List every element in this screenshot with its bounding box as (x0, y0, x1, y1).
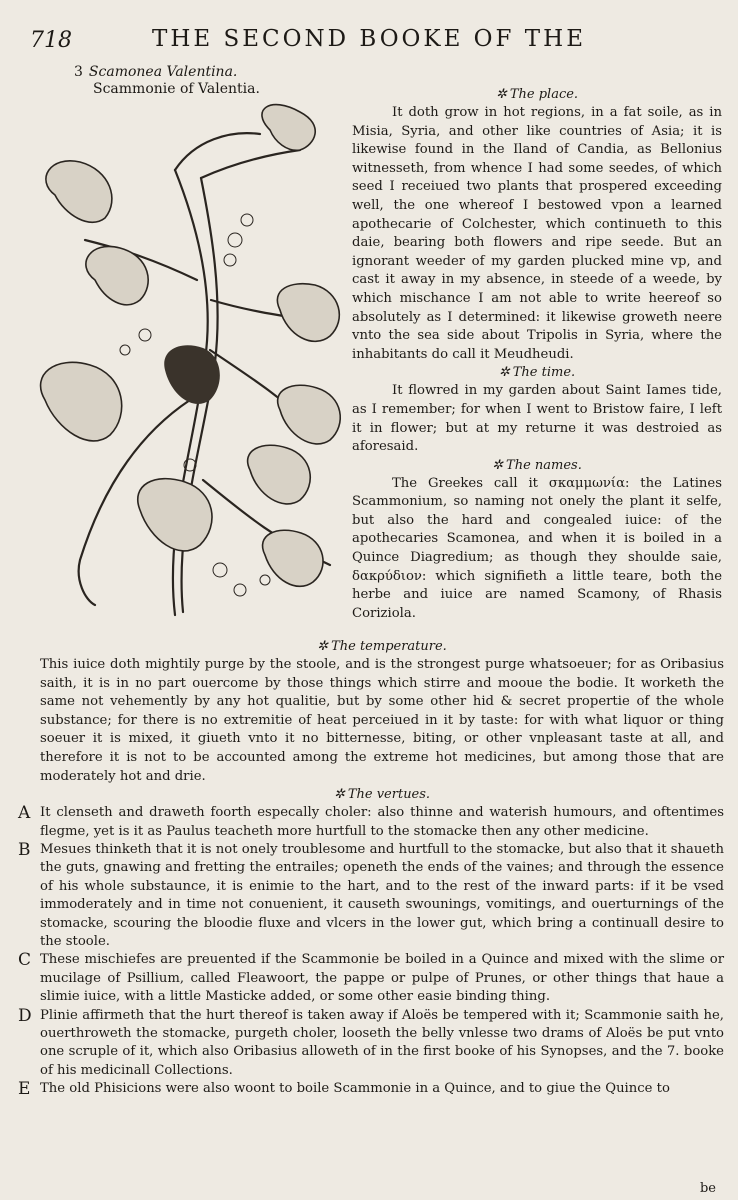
right-column (352, 86, 722, 623)
figure-latin-name: Scamonea Valentina. (88, 64, 238, 80)
vertue-letter: E (18, 1079, 31, 1100)
text-the-names: The Greekes call it σκαμμωνία: the Latines Scammonium, so naming not onely the plant it selfe, but also the hard and congealed iuice: of the apothecaries Scamonea, and when it is boiled in a Quince Diagredium; as though they shoulde saie, δακρύδιον: which signifieth a little teare, both the herbe and iuice are named Scamony, of Rhasis Coriziola. (352, 475, 722, 621)
vertue-item: B Mesues thinketh that it is not onely troublesome and hurtfull to the stomacke, but also that it shaueth the guts, gnawing and fretting the entrailes; openeth the ends of the vaines; and through the essence of his whole substaunce, it is enimie to the hart, and to the rest of the inward parts: if it be vsed immoderately and in time not conuenient, it causeth swounings, vomitings, and ouerturnings of the stomacke, scouring the bloodie fluxe and vlcers in the lower gut, which bring a continuall desire to the stoole. (18, 839, 724, 949)
vertue-item: C These mischiefes are preuented if the Scammonie be boiled in a Quince and mixed with the slime or mucilage of Psillium, called Fleawoort, the pappe or pulpe of Prunes, or other things that haue a slimie iuice, with a little Masticke added, or some other easie binding thing. (18, 950, 724, 1005)
heading-the-time: ✲ The time. (498, 365, 576, 381)
vertue-letter: C (18, 950, 32, 971)
heading-the-names: ✲ The names. (492, 457, 582, 473)
vertue-letter: A (18, 803, 31, 824)
scammonie-woodcut-illustration (25, 100, 360, 620)
fleuron-icon: ✲ (498, 365, 510, 381)
text-the-place: It doth grow in hot regions, in a fat soile, as in Misia, Syria, and other like countries of Asia; it is likewise found in the Iland of Candia, as Bellonius witnesseth, from whence I had some seedes, of which seed I receiued two plants that prospered exceeding well, the one whereof I bestowed vpon a learned apothecarie of Colchester, which continueth to this daie, bearing both flowers and ripe seede. But an ignorant weeder of my garden plucked mine vp, and cast it away in my absence, in steede of a weede, by which mischance I am not able to write heereof so absolutely as I determined: it likewise groweth neere vnto the sea side about Tripolis in Syria, where the inhabitants do call it Meudheudi. (352, 105, 722, 362)
heading-the-temperature: ✲ The temperature. (317, 639, 447, 654)
heading-the-vertues: ✲ The vertues. (333, 787, 431, 803)
text-the-time: It flowred in my garden about Saint Iames tide, as I remember; for when I went to Bristow faire, I left it in flower; but at my returne it was destroied as aforesaid. (352, 383, 722, 455)
vertue-letter: D (18, 1005, 32, 1026)
text-the-temperature: This iuice doth mightily purge by the stoole, and is the strongest purge whatsoeuer; for as Oribasius saith, it is in no part ouercome by those things which stirre and mooue the bodie. It worketh the same not vehemently by any hot qualitie, but by some other hid & secret propertie of the whole substance; for there is no extremitie of heat perceiued in it by taste: for with what liquor or thing soeuer it is mixed, it giueth vnto it no bitternesse, biting, or other vnpleasant taste at all, and therefore it is not to be accounted among the extreme hot medicines, but among those that are moderately hot and drie. (40, 657, 724, 784)
figure-number: 3 (74, 64, 83, 80)
fleuron-icon: ✲ (492, 457, 504, 473)
full-width-text (18, 638, 724, 1100)
fleuron-icon: ✲ (317, 639, 329, 654)
vertue-item: D Plinie affirmeth that the hurt thereof is taken away if Aloës be tempered with it; Scammonie saith he, ouerthroweth the stomacke, purgeth choler, looseth the belly vnlesse two drams of Aloës be put vnto one scruple of it, which also Oribasius alloweth of in the first booke of his Synopses, and the 7. booke of his medicinall Collections. (18, 1005, 724, 1078)
running-title: THE SECOND BOOKE OF THE (151, 26, 586, 52)
fleuron-icon: ✲ (495, 87, 507, 102)
figure-english-name: Scammonie of Valentia. (93, 81, 260, 97)
figure-latin-caption (74, 63, 237, 81)
vertue-item: E The old Phisicions were also woont to boile Scammonie in a Quince, and to giue the Quince to (18, 1079, 670, 1100)
vertue-letter: B (18, 839, 31, 860)
fleuron-icon: ✲ (333, 787, 345, 803)
page-header (0, 22, 738, 62)
heading-the-place: ✲ The place. (495, 87, 579, 102)
catchword: be (699, 1181, 716, 1196)
page-number: 718 (30, 28, 72, 53)
vertue-item: A It clenseth and draweth foorth especally choler: also thinne and waterish humours, and oftentimes flegme, yet is it as Paulus teacheth more hurtfull to the stomacke then any other medicine. (18, 803, 724, 839)
